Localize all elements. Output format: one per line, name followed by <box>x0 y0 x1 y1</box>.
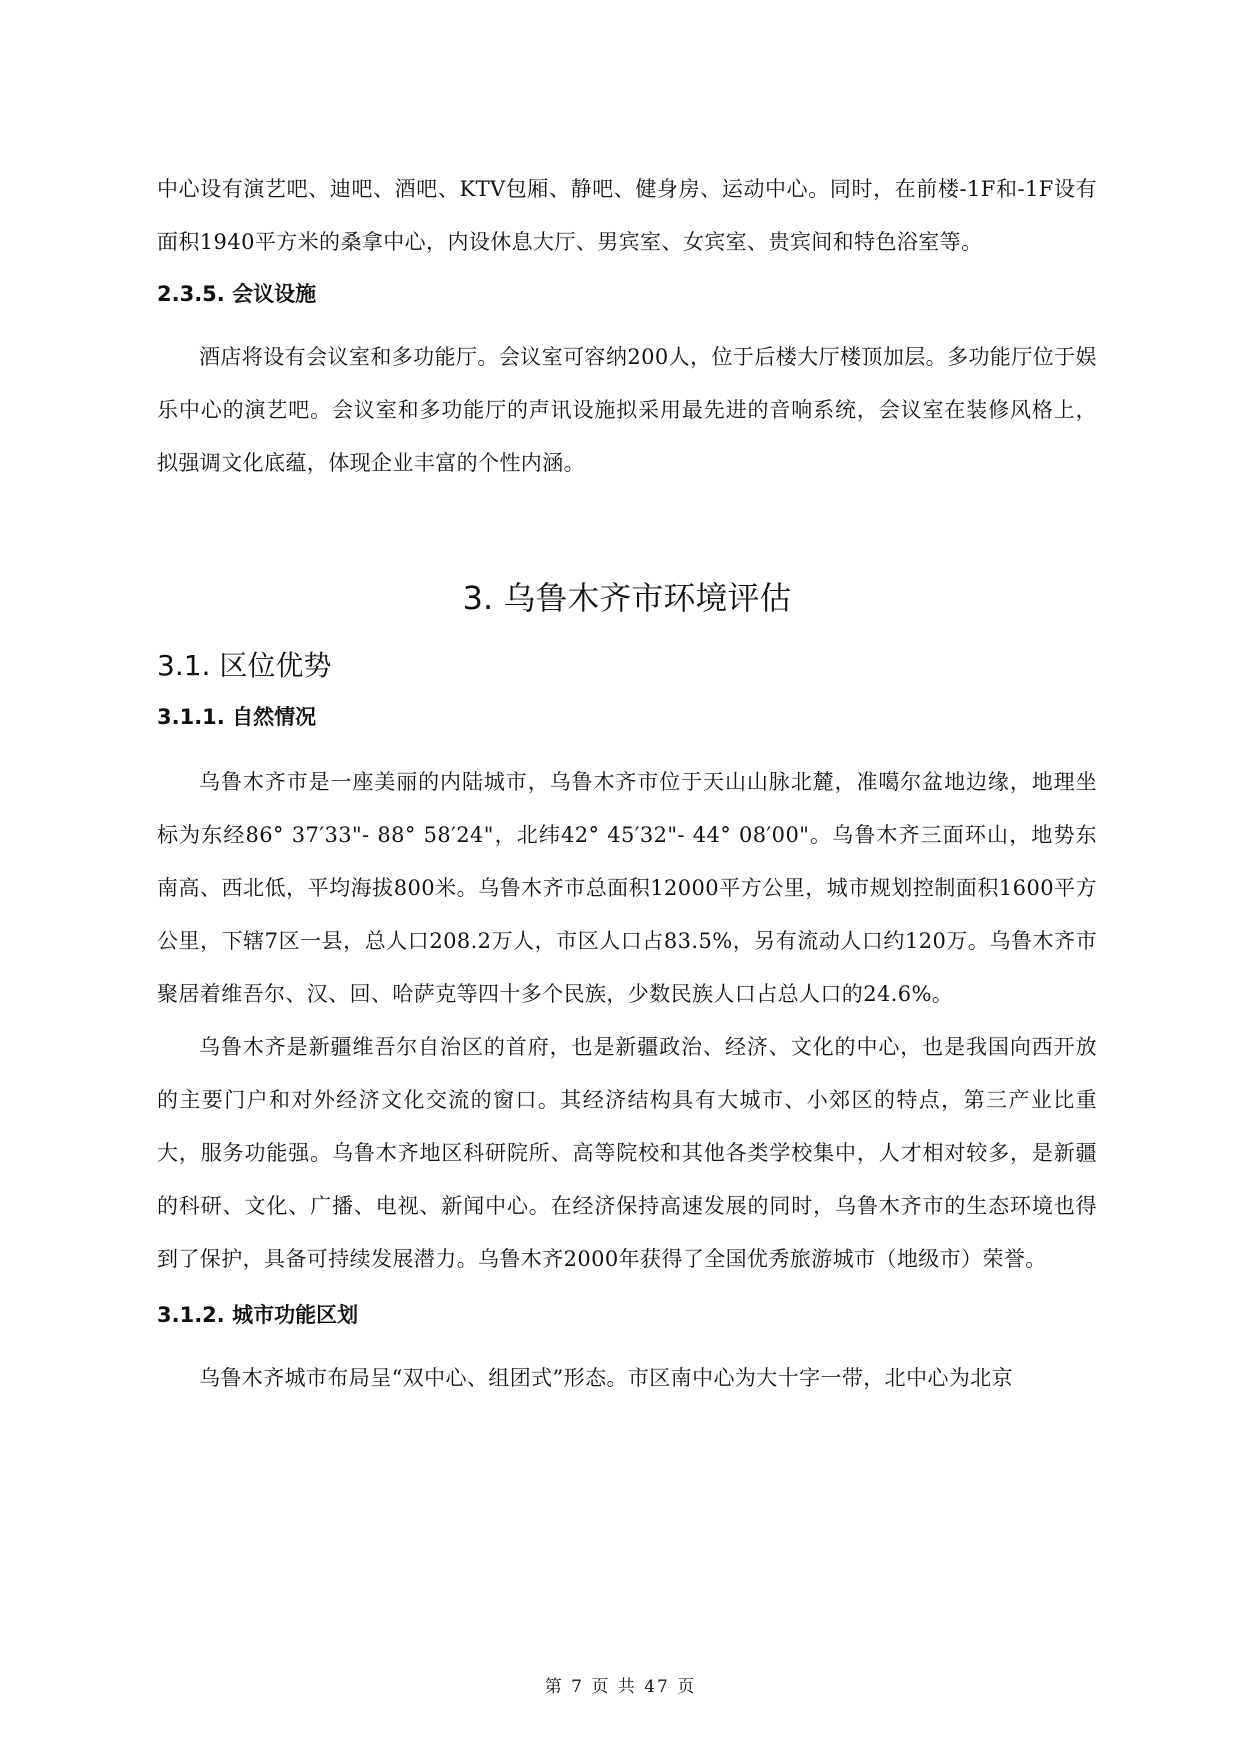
heading-3-1-1: 3.1.1. 自然情况 <box>157 705 317 729</box>
heading-3-1-2: 3.1.2. 城市功能区划 <box>157 1303 359 1327</box>
paragraph-natural-conditions: 乌鲁木齐市是一座美丽的内陆城市，乌鲁木齐市位于天山山脉北麓，准噶尔盆地边缘，地理坐标为东经86° 37′33"- 88° 58′24"，北纬42° 45′32"- 44° 08′00"。乌鲁木齐三面环山，地势东南高、西北低，平均海拔800米。乌鲁木齐市总面积12000平方公里，城市规划控制面积1600平方公里，下辖7区一县，总人口208.2万人，市区人口占83.5%，另有流动人口约120万。乌鲁木齐市聚居着维吾尔、汉、回、哈萨克等四十多个民族，少数民族人口占总人口的24.6%。 <box>157 770 1097 1006</box>
heading-3-1: 3.1. 区位优势 <box>157 649 332 682</box>
paragraph-meeting-facilities: 酒店将设有会议室和多功能厅。会议室可容纳200人，位于后楼大厅楼顶加层。多功能厅位于娱乐中心的演艺吧。会议室和多功能厅的声讯设施拟采用最先进的音响系统，会议室在装修风格上，拟强调文化底蕴，体现企业丰富的个性内涵。 <box>157 345 1097 475</box>
paragraph-capital-city: 乌鲁木齐是新疆维吾尔自治区的首府，也是新疆政治、经济、文化的中心，也是我国向西开放的主要门户和对外经济文化交流的窗口。其经济结构具有大城市、小郊区的特点，第三产业比重大，服务功能强。乌鲁木齐地区科研院所、高等院校和其他各类学校集中，人才相对较多，是新疆的科研、文化、广播、电视、新闻中心。在经济保持高速发展的同时，乌鲁木齐市的生态环境也得到了保护，具备可持续发展潜力。乌鲁木齐2000年获得了全国优秀旅游城市（地级市）荣誉。 <box>157 1035 1097 1271</box>
chapter-title: 3. 乌鲁木齐市环境评估 <box>462 579 792 617</box>
paragraph-entertainment-continued: 中心设有演艺吧、迪吧、酒吧、KTV包厢、静吧、健身房、运动中心。同时，在前楼-1F和-1F设有面积1940平方米的桑拿中心，内设休息大厅、男宾室、女宾室、贵宾间和特色浴室等。 <box>157 177 1097 254</box>
heading-2-3-5: 2.3.5. 会议设施 <box>157 282 317 306</box>
page-content <box>157 163 1097 1405</box>
paragraph-city-layout: 乌鲁木齐城市布局呈“双中心、组团式”形态。市区南中心为大十字一带，北中心为北京 <box>199 1366 1014 1390</box>
page-footer: 第 7 页 共 47 页 <box>544 1677 697 1697</box>
